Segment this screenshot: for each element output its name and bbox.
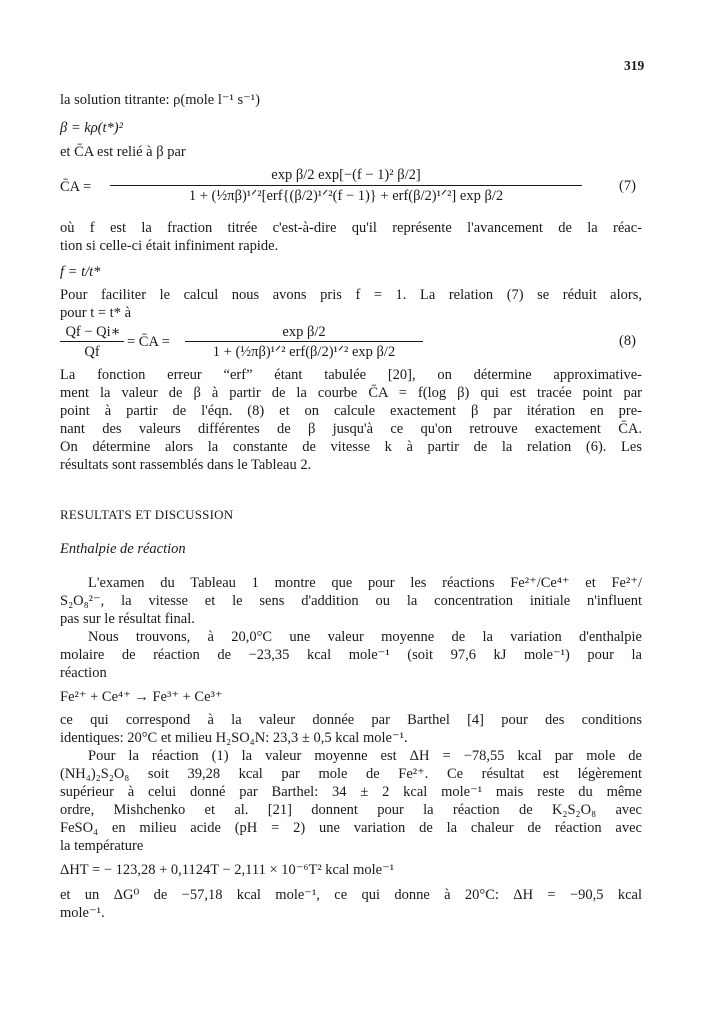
- eq8-number: (8): [619, 333, 636, 349]
- equation-reaction: Fe²⁺ + Ce⁴⁺ → Fe³⁺ + Ce³⁺: [60, 689, 223, 705]
- text-line: Pour faciliter le calcul nous avons pris f = 1. La relation (7) se réduit alors,: [60, 287, 642, 303]
- eq7-lhs: C̄A =: [60, 179, 92, 195]
- text-line: ment la valeur de β à partir de la courbe C̄A = f(log β) qui est tracée point par: [60, 385, 642, 401]
- eq7-number: (7): [619, 178, 636, 194]
- text-line: résultats sont rassemblés dans le Tableau 2.: [60, 457, 312, 473]
- eq7-fraction-bar: [110, 185, 582, 186]
- eq8-lhs-denominator: Qf: [84, 344, 100, 360]
- text-line: L'examen du Tableau 1 montre que pour les réactions Fe²⁺/Ce⁴⁺ et Fe²⁺/: [88, 575, 642, 591]
- text-line: (NH₄)₂S₂O₈ soit 39,28 kcal par mole de Fe²⁺. Ce résultat est légèrement: [60, 766, 642, 782]
- text-line: où f est la fraction titrée c'est-à-dire qu'il représente l'avancement de la réac-: [60, 220, 642, 236]
- equation-beta: β = kρ(t*)²: [60, 120, 123, 136]
- text-line: Pour la réaction (1) la valeur moyenne est ΔH = −78,55 kcal par mole de: [88, 748, 642, 764]
- eq8-mid: = C̄A =: [127, 334, 170, 350]
- equation-f: f = t/t*: [60, 264, 101, 280]
- text-line: identiques: 20°C et milieu H₂SO₄N: 23,3 ± 0,5 kcal mole⁻¹.: [60, 730, 408, 746]
- text-line: la solution titrante: ρ(mole l⁻¹ s⁻¹): [60, 92, 260, 108]
- text-line: ordre, Mishchenko et al. [21] donnent pour la réaction de K₂S₂O₈ avec: [60, 802, 642, 818]
- text-line: supérieur à celui donné par Barthel: 34 ± 2 kcal mole⁻¹ mais reste du même: [60, 784, 642, 800]
- eq8-lhs-bar: [60, 341, 124, 342]
- text-line: Nous trouvons, à 20,0°C une valeur moyenne de la variation d'enthalpie: [88, 629, 642, 645]
- eq8-denominator: 1 + (½πβ)¹ᐟ² erf(β/2)¹ᐟ² exp β/2: [212, 344, 396, 360]
- text-line: pour t = t* à: [60, 305, 131, 321]
- subsection-heading: Enthalpie de réaction: [60, 541, 186, 557]
- text-line: La fonction erreur “erf” étant tabulée [20], on détermine approximative-: [60, 367, 642, 383]
- text-line: S₂O₈²⁻, la vitesse et le sens d'addition ou la concentration initiale n'influent: [60, 593, 642, 609]
- text-line: On détermine alors la constante de vitesse k à partir de la relation (6). Les: [60, 439, 642, 455]
- text-line: FeSO₄ en milieu acide (pH = 2) une variation de la chaleur de réaction avec: [60, 820, 642, 836]
- text-line: molaire de réaction de −23,35 kcal mole⁻¹ (soit 97,6 kJ mole⁻¹) pour la: [60, 647, 642, 663]
- text-line: tion si celle-ci était infiniment rapide.: [60, 238, 279, 254]
- eq8-fraction-bar: [185, 341, 423, 342]
- eq7-numerator: exp β/2 exp[−(f − 1)² β/2]: [271, 167, 421, 183]
- text-line: et C̄A est relié à β par: [60, 144, 186, 160]
- eq7-denominator: 1 + (½πβ)¹ᐟ²[erf{(β/2)¹ᐟ²(f − 1)} + erf(β/2)¹ᐟ²] exp β/2: [188, 188, 504, 204]
- text-line: la température: [60, 838, 144, 854]
- eq8-lhs-numerator: Qf − Qi∗: [65, 324, 121, 340]
- text-line: nant des valeurs différentes de β jusqu'à ce qu'on retrouve exactement C̄A.: [60, 421, 642, 437]
- equation-delta-h: ΔHT = − 123,28 + 0,1124T − 2,111 × 10⁻⁶T² kcal mole⁻¹: [60, 862, 395, 878]
- text-line: point à partir de l'éqn. (8) et on calcule exactement β par itération en pre-: [60, 403, 642, 419]
- eq8-numerator: exp β/2: [282, 324, 326, 340]
- text-line: ce qui correspond à la valeur donnée par Barthel [4] pour des conditions: [60, 712, 642, 728]
- text-line: réaction: [60, 665, 107, 681]
- page-number: 319: [624, 58, 645, 73]
- section-heading: RESULTATS ET DISCUSSION: [60, 507, 234, 522]
- text-line: mole⁻¹.: [60, 905, 105, 921]
- text-line: pas sur le résultat final.: [60, 611, 195, 627]
- text-line: et un ΔG⁰ de −57,18 kcal mole⁻¹, ce qui donne à 20°C: ΔH = −90,5 kcal: [60, 887, 642, 903]
